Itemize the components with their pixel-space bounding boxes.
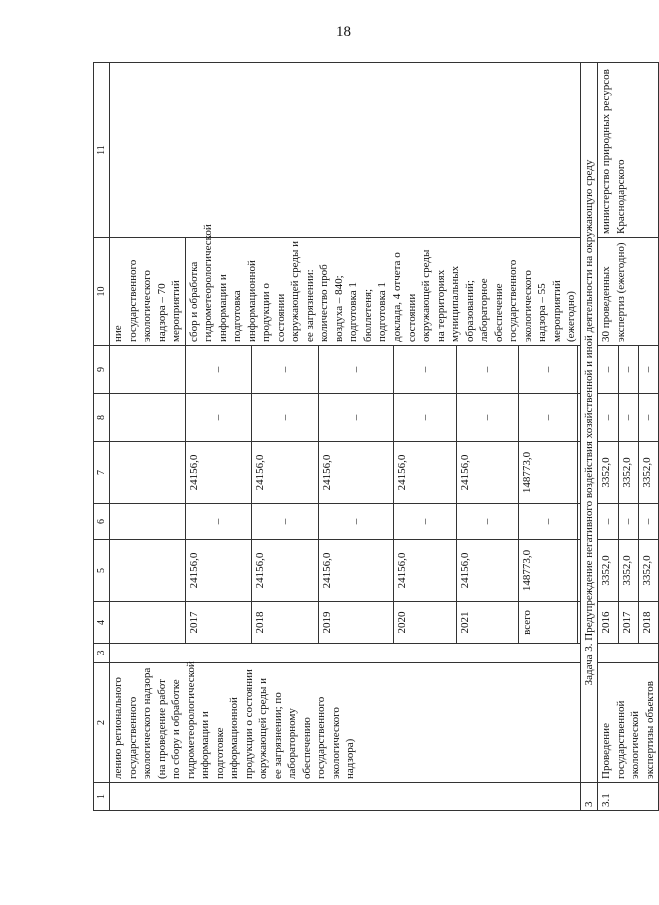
col-header-7: 7 <box>94 442 110 504</box>
header-row <box>94 63 110 811</box>
value-cell: – <box>638 504 658 540</box>
col-header-1: 1 <box>94 783 110 811</box>
col-header-6: 6 <box>94 504 110 540</box>
cell-num <box>110 783 581 811</box>
value-cell: – <box>394 504 457 540</box>
item-result: 30 проведенных экспертиз (ежегодно) <box>598 238 659 346</box>
value-cell: – <box>519 346 577 394</box>
col-header-5: 5 <box>94 540 110 602</box>
value-cell: – <box>252 346 319 394</box>
value-cell: – <box>638 394 658 442</box>
cell-empty <box>110 540 186 602</box>
cell-empty <box>110 442 186 504</box>
cell-empty <box>110 504 186 540</box>
value-cell: – <box>185 504 252 540</box>
page-number: 18 <box>336 24 351 40</box>
value-cell: – <box>185 346 252 394</box>
col-header-8: 8 <box>94 394 110 442</box>
cont-result-main: сбор и обработка гидрометеорологической информации и подготовка информационной продукции о состоянии окружающей среды и ее загрязнении: количество проб воздуха – 840; подготовка 1 бюллетеня; подготовка 1 доклада, 4 отчета о состоянии окружающей среды на территориях муниципальных образований; лабораторное обеспечение государственного экологического надзора – 55 мероприятий (ежегодно) <box>185 238 580 346</box>
value-cell: 24156,0 <box>394 442 457 504</box>
cell-year-empty <box>110 602 186 644</box>
col-header-2: 2 <box>94 663 110 783</box>
cell-executor-empty <box>110 63 581 238</box>
value-cell: 3352,0 <box>638 442 658 504</box>
cont-measure-text: лению регионального государственного экологического надзора (на проведение работ по сбору и обработке гидрометеорологической информации и подготовке информационной продукции о состоянии окружающей среды и ее загрязнении; по лабораторному обеспечению государственного экологического надзора) <box>110 663 581 783</box>
value-cell: 24156,0 <box>252 442 319 504</box>
cont-result-top: ние государственного экологического надзора – 70 мероприятий <box>110 238 186 346</box>
value-cell: 3352,0 <box>618 540 638 602</box>
program-table <box>93 62 659 811</box>
item-number: 3.1 <box>598 783 659 811</box>
value-cell: 24156,0 <box>319 442 394 504</box>
cell-empty <box>110 394 186 442</box>
value-cell: – <box>519 504 577 540</box>
value-cell: 24156,0 <box>319 540 394 602</box>
col-header-3: 3 <box>94 644 110 663</box>
value-cell: 24156,0 <box>456 442 519 504</box>
value-cell: – <box>394 394 457 442</box>
year-cell: 2016 <box>598 602 618 644</box>
task-title: Задача 3. Предупреждение негативного воздействия хозяйственной и иной деятельности на окружающую среду <box>580 63 598 783</box>
table-row <box>110 63 186 811</box>
cell-empty <box>110 644 581 663</box>
value-cell: – <box>319 346 394 394</box>
value-cell: – <box>618 394 638 442</box>
table-row <box>598 63 618 811</box>
value-cell: 3352,0 <box>618 442 638 504</box>
value-cell: 24156,0 <box>185 540 252 602</box>
value-cell: 24156,0 <box>185 442 252 504</box>
value-cell: – <box>456 504 519 540</box>
value-cell: – <box>618 504 638 540</box>
year-cell: всего <box>519 602 577 644</box>
value-cell: 148773,0 <box>519 442 577 504</box>
item-measure-text: Проведение государственной экологической экспертизы объектов <box>598 663 659 783</box>
col-header-10: 10 <box>94 238 110 346</box>
year-cell: 2017 <box>185 602 252 644</box>
task-row <box>580 63 598 811</box>
value-cell: – <box>252 394 319 442</box>
value-cell: – <box>638 346 658 394</box>
col-header-9: 9 <box>94 346 110 394</box>
value-cell: 3352,0 <box>598 540 618 602</box>
value-cell: – <box>319 504 394 540</box>
col-header-11: 11 <box>94 63 110 238</box>
value-cell: – <box>618 346 638 394</box>
value-cell: 24156,0 <box>252 540 319 602</box>
year-cell: 2021 <box>456 602 519 644</box>
year-cell: 2017 <box>618 602 638 644</box>
value-cell: 24156,0 <box>394 540 457 602</box>
value-cell: – <box>519 394 577 442</box>
year-cell: 2019 <box>319 602 394 644</box>
value-cell: 3352,0 <box>638 540 658 602</box>
value-cell: – <box>252 504 319 540</box>
value-cell: – <box>456 394 519 442</box>
value-cell: – <box>394 346 457 394</box>
value-cell: – <box>185 394 252 442</box>
cell-empty <box>598 644 659 663</box>
year-cell: 2020 <box>394 602 457 644</box>
col-header-4: 4 <box>94 602 110 644</box>
value-cell: – <box>319 394 394 442</box>
value-cell: 3352,0 <box>598 442 618 504</box>
year-cell: 2018 <box>252 602 319 644</box>
task-number: 3 <box>580 783 598 811</box>
value-cell: – <box>598 346 618 394</box>
rotated-table-block <box>93 63 656 811</box>
value-cell: 24156,0 <box>456 540 519 602</box>
item-executor: министерство природных ресурсов Краснодарского <box>598 63 659 238</box>
year-cell: 2018 <box>638 602 658 644</box>
value-cell: – <box>598 504 618 540</box>
cell-empty <box>110 346 186 394</box>
value-cell: 148773,0 <box>519 540 577 602</box>
value-cell: – <box>456 346 519 394</box>
value-cell: – <box>598 394 618 442</box>
